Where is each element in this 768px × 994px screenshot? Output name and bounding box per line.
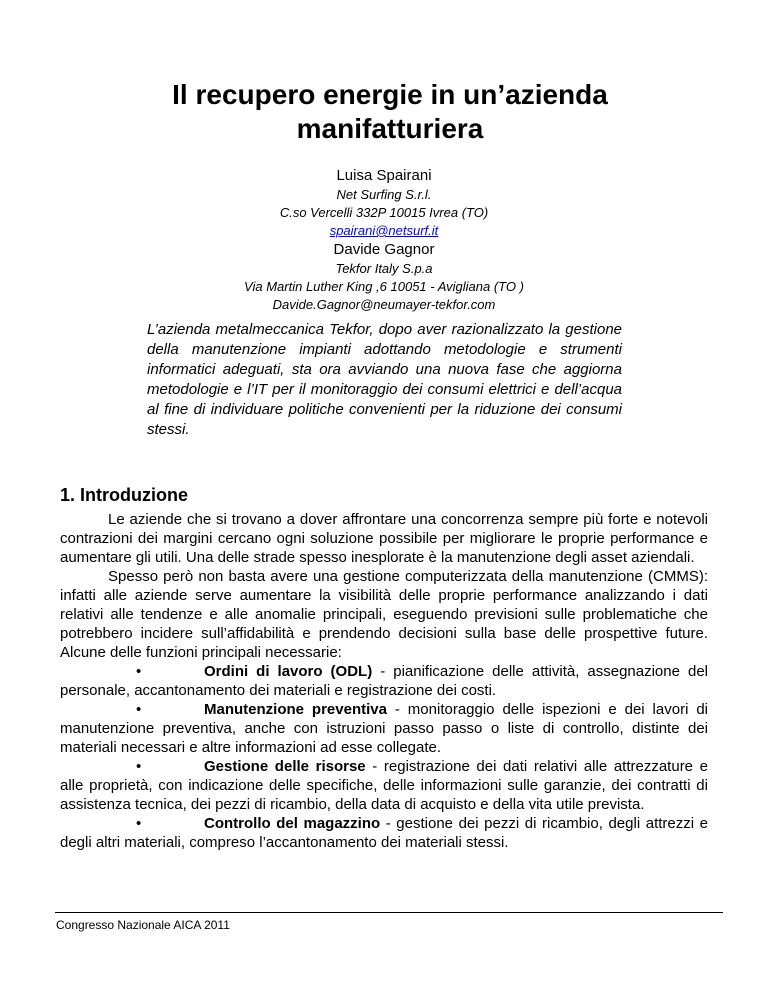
- list-item-term: Ordini di lavoro (ODL): [204, 663, 373, 680]
- page-footer: Congresso Nazionale AICA 2011: [56, 918, 230, 932]
- title-line-1: Il recupero energie in un’azienda: [172, 79, 608, 110]
- author-name: Luisa Spairani: [336, 167, 432, 184]
- author-email: Davide.Gagnor@neumayer-tekfor.com: [272, 297, 496, 312]
- list-item: [60, 757, 708, 814]
- list-item-term: Manutenzione preventiva: [204, 701, 387, 718]
- list-item-term: Gestione delle risorse: [204, 758, 366, 775]
- list-item-text: - gestione dei pezzi di ricambio, degli attrezzi e degli altri materiali, compreso l’accantonamento dei materiali stessi.: [60, 815, 708, 851]
- author-affiliation: Tekfor Italy S.p.a: [335, 261, 433, 276]
- author-email-link[interactable]: spairani@netsurf.it: [329, 223, 439, 238]
- author-address: Via Martin Luther King ,6 10051 - Avigliana (TO ): [244, 279, 524, 294]
- bullet-mark: •: [136, 701, 142, 718]
- bullet-mark: •: [136, 758, 142, 775]
- section-heading: 1. Introduzione: [60, 485, 188, 505]
- author-block: [0, 166, 768, 314]
- author-name: Davide Gagnor: [333, 241, 435, 258]
- author-affiliation: Net Surfing S.r.l.: [336, 187, 432, 202]
- list-item-text: - pianificazione delle attività, assegnazione del personale, accantonamento dei materiali e registrazione dei costi.: [60, 663, 708, 699]
- title-line-2: manifatturiera: [296, 113, 484, 144]
- list-item-text: - monitoraggio delle ispezioni e dei lavori di manutenzione preventiva, anche con istruzioni passo passo o liste di controllo, distinte dei materiali necessari e altre informazioni ad esse collegate.: [60, 701, 709, 756]
- list-item-text: - registrazione dei dati relativi alle attrezzature e alle proprietà, con indicazione delle specifiche, delle informazioni sulle garanzie, dei contratti di assistenza tecnica, dei pezzi di ricambio, della data di acquisto e della vita utile prevista.: [60, 758, 708, 813]
- paper-title: [130, 78, 650, 146]
- footer-divider: [55, 912, 723, 913]
- paragraph: Le aziende che si trovano a dover affrontare una concorrenza sempre più forte e notevoli contrazioni dei margini cercano ogni soluzione possibile per migliorare le proprie performance e aumentare gli utili. Una delle strade spesso inesplorate è la manutenzione degli asset aziendali.: [60, 511, 708, 566]
- author-address: C.so Vercelli 332P 10015 Ivrea (TO): [279, 205, 489, 220]
- list-item: [60, 814, 708, 852]
- bullet-mark: •: [136, 815, 142, 832]
- abstract: L’azienda metalmeccanica Tekfor, dopo aver razionalizzato la gestione della manutenzione impianti adottando metodologie e strumenti informatici adeguati, sta ora avviando una nuova fase che aggiorna metodologie e l’IT per il monitoraggio dei consumi elettrici e dell’acqua al fine di individuare politiche convenienti per la riduzione dei consumi stessi.: [147, 321, 622, 438]
- list-item-term: Controllo del magazzino: [204, 815, 381, 832]
- section-body: [60, 510, 708, 852]
- list-item: [60, 700, 708, 757]
- list-item: [60, 662, 708, 700]
- bullet-mark: •: [136, 663, 142, 680]
- paragraph: Spesso però non basta avere una gestione computerizzata della manutenzione (CMMS): infatti alle aziende serve aumentare la visibilità delle proprie performance analizzando i dati relativi alle tendenze e alle anomalie principali, eseguendo previsioni sulle problematiche che potrebbero incidere sull’affidabilità e prendendo decisioni sulla base delle prospettive future. Alcune delle funzioni principali necessarie:: [60, 568, 708, 661]
